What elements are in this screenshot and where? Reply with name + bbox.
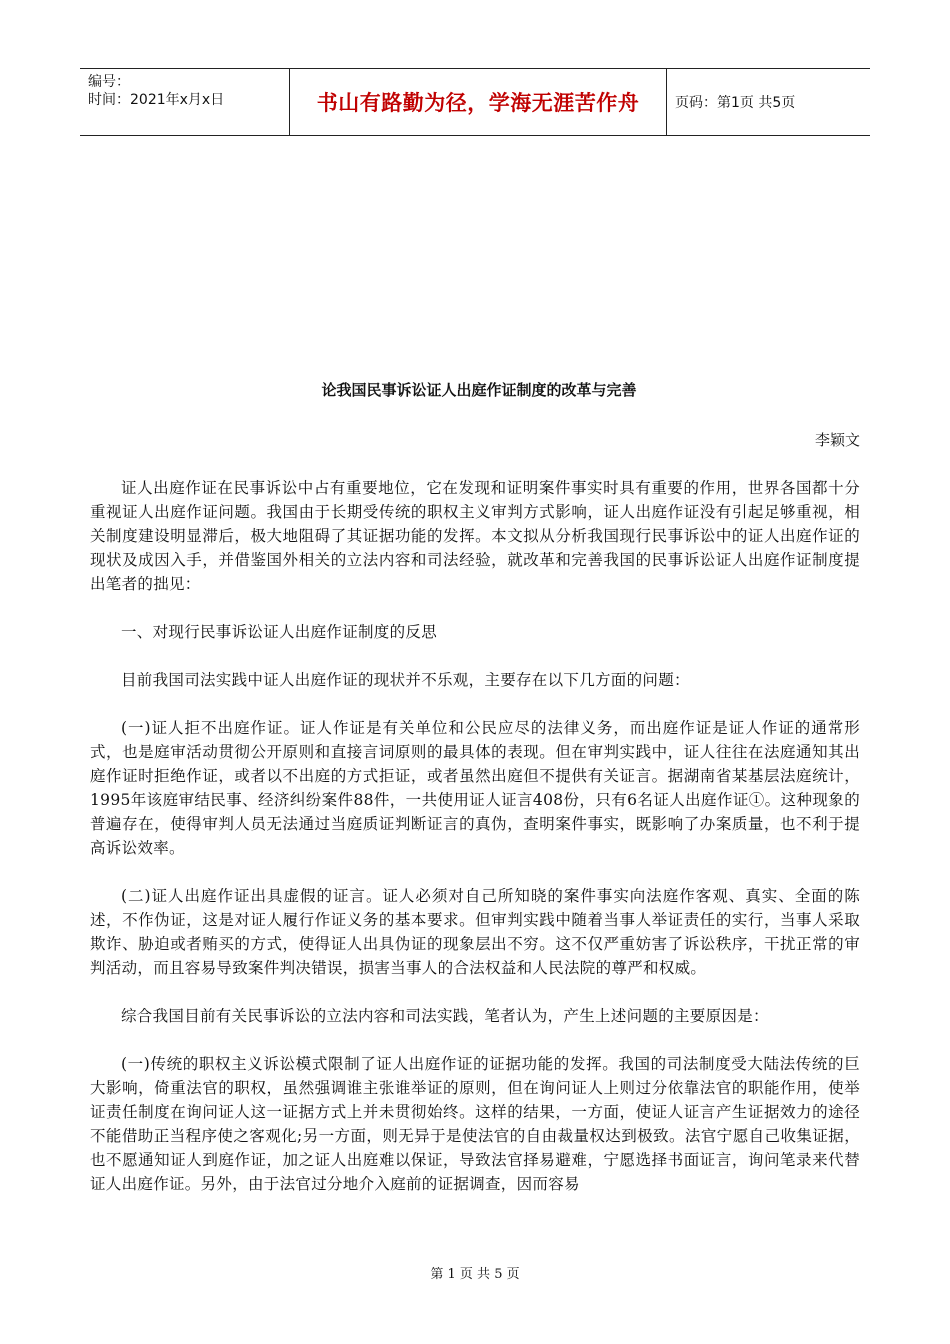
paragraph: 综合我国目前有关民事诉讼的立法内容和司法实践，笔者认为，产生上述问题的主要原因是： — [121, 1007, 769, 1025]
header-page-label: 页码：第1页 共5页 — [675, 95, 796, 111]
number-label: 编号： — [88, 74, 130, 90]
page-footer: 第 1 页 共 5 页 — [430, 1267, 520, 1282]
paragraph-intro: 证人出庭作证在民事诉讼中占有重要地位，它在发现和证明案件事实时具有重要的作用，世界各国都十分重视证人出庭作证问题。我国由于长期受传统的职权主义审判方式影响，证人出庭作证没有引起足够重视，相关制度建设明显滞后，极大地阻碍了其证据功能的发挥。本文拟从分析我国现行民事诉讼中的证人出庭作证的现状及成因入手，并借鉴国外相关的立法内容和司法经验，就改革和完善我国的民事诉讼证人出庭作证制度提出笔者的拙见： — [90, 479, 860, 593]
paragraph: (一)传统的职权主义诉讼模式限制了证人出庭作证的证据功能的发挥。我国的司法制度受大陆法传统的巨大影响，倚重法官的职权，虽然强调谁主张谁举证的原则，但在询问证人上则过分依靠法官的职能作用，使举证责任制度在询问证人这一证据方式上并未贯彻始终。这样的结果，一方面，使证人证言产生证据效力的途径不能借助正当程序使之客观化;另一方面，则无异于是使法官的自由裁量权达到极致。法官宁愿自己收集证据，也不愿通知证人到庭作证，加之证人出庭难以保证，导致法官择易避难，宁愿选择书面证言，询问笔录来代替证人出庭作证。另外，由于法官过分地介入庭前的证据调查，因而容易 — [90, 1055, 860, 1193]
section-heading: 一、对现行民事诉讼证人出庭作证制度的反思 — [121, 623, 438, 641]
document-author: 李颖文 — [814, 431, 860, 449]
header-page-cell — [667, 69, 871, 136]
document-body — [80, 378, 870, 1196]
header-motto-cell — [290, 69, 667, 136]
document-header — [80, 68, 870, 136]
paragraph: (二)证人出庭作证出具虚假的证言。证人必须对自己所知晓的案件事实向法庭作客观、真实、全面的陈述，不作伪证，这是对证人履行作证义务的基本要求。但审判实践中随着当事人举证责任的实行，当事人采取欺诈、胁迫或者贿买的方式，使得证人出具伪证的现象层出不穷。这不仅严重妨害了诉讼秩序，干扰正常的审判活动，而且容易导致案件判决错误，损害当事人的合法权益和人民法院的尊严和权威。 — [90, 887, 860, 977]
header-meta-cell — [80, 69, 290, 136]
motto-text: 书山有路勤为径，学海无涯苦作舟 — [316, 91, 640, 115]
paragraph: (一)证人拒不出庭作证。证人作证是有关单位和公民应尽的法律义务，而出庭作证是证人作证的通常形式，也是庭审活动贯彻公开原则和直接言词原则的最具体的表现。但在审判实践中，证人往往在法庭通知其出庭作证时拒绝作证，或者以不出庭的方式拒证，或者虽然出庭但不提供有关证言。据湖南省某基层法庭统计，1995年该庭审结民事、经济纠纷案件88件，一共使用证人证言408份，只有6名证人出庭作证①。这种现象的普遍存在，使得审判人员无法通过当庭质证判断证言的真伪，查明案件事实，既影响了办案质量，也不利于提高诉讼效率。 — [90, 719, 860, 857]
document-title: 论我国民事诉讼证人出庭作证制度的改革与完善 — [321, 381, 637, 399]
time-label: 时间：2021年x月x日 — [88, 92, 225, 108]
paragraph: 目前我国司法实践中证人出庭作证的现状并不乐观，主要存在以下几方面的问题： — [121, 671, 690, 689]
